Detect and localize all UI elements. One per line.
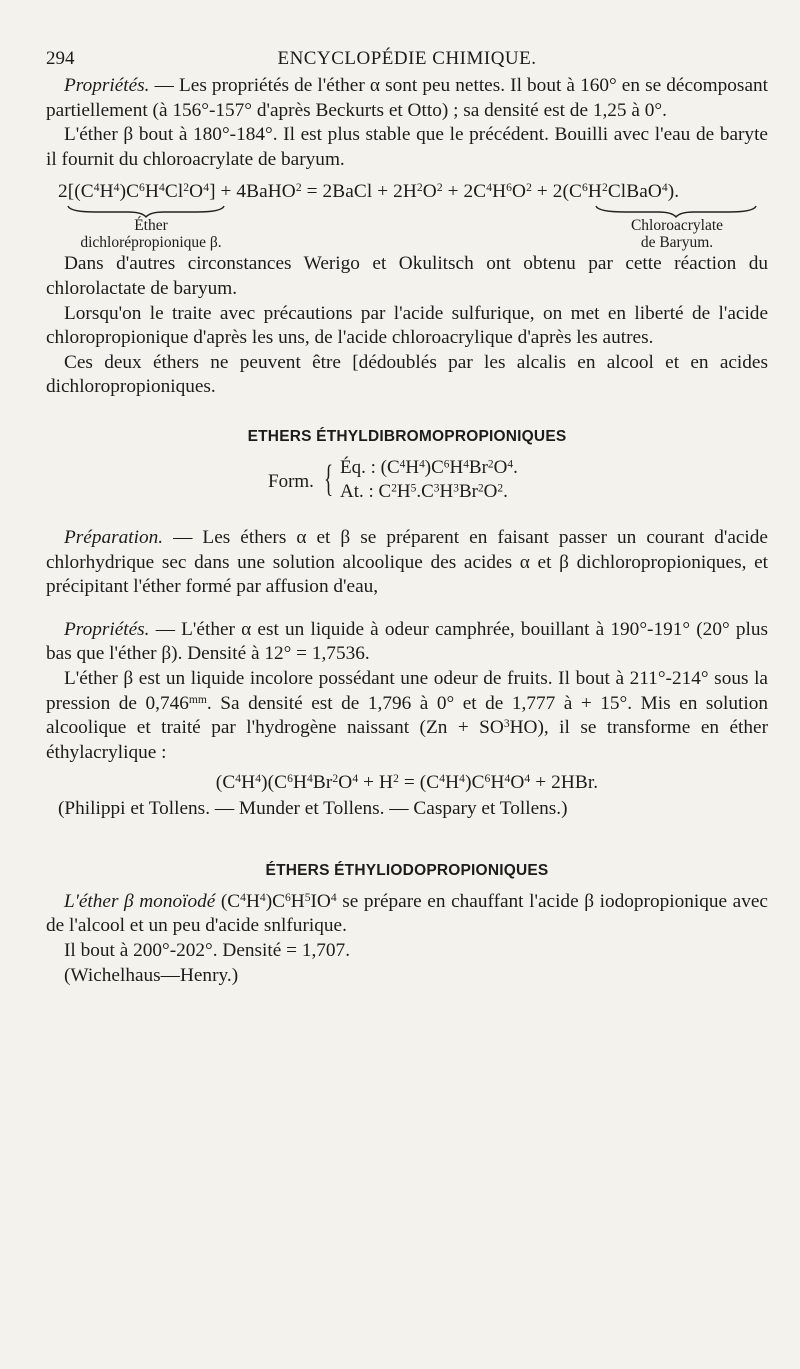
paragraph-boiling-iodo: Il bout à 200°-202°. Densité = 1,707.: [64, 940, 351, 962]
paragraph-sulfuric: Lorsqu'on le traite avec précautions par l'acide sulfurique, on met en liberté de l'acide chloropropionique d'après les uns, de l'acide chloroacrylique d'après les autres.: [46, 302, 768, 349]
page: [46, 44, 768, 988]
formula-eq: Éq. : $(C^4H^4)C^6H^4Br^2O^4$.: [340, 456, 518, 478]
equation-brace-labels: [46, 204, 768, 252]
run-in-heading: L'éther β monoïodé: [64, 890, 216, 912]
paragraph-references-1: (Philippi et Tollens. — Munder et Tollens. — Caspary et Tollens.): [58, 798, 568, 820]
brace-glyph: {: [324, 457, 334, 500]
label-ether-dichloropropionic: Éther dichlorépropionique β.: [80, 217, 222, 252]
page-number: 294: [46, 48, 75, 69]
running-title: ENCYCLOPÉDIE CHIMIQUE.: [277, 48, 537, 69]
equation-baryte: $2[(C^4H^4)C^6H^4Cl^2O^4]$ + 4BaHO$^2$ = 2BaCl + $2H^2O^2 + 2C^4H^6O^2$ + $2(C^6H^2ClBaO^4)$.: [58, 181, 680, 203]
paragraph-werigo: Dans d'autres circonstances Werigo et Okulitsch ont obtenu par cette réaction du chlorolactate de baryum.: [46, 253, 768, 299]
formula-at: At. : $C^2H^5.C^3H^3Br^2O^2$.: [340, 480, 508, 502]
paragraph-ether-iodo: L'éther β monoïodé $(C^4H^4)C^6H^5IO^4$ se prépare en chauffant l'acide β iodopropionique avec de l'alcool et un peu d'acide snlfurique.: [46, 890, 768, 937]
label-chloroacrylate: Chloroacrylate de Baryum.: [630, 217, 724, 252]
section-heading-iodo: ÉTHERS ÉTHYLIODOPROPIONIQUES: [265, 861, 549, 879]
paragraph-ether-beta: L'éther β bout à 180°-184°. Il est plus stable que le précédent. Bouilli avec l'eau de baryte il fournit du chloroacrylate de baryum.: [46, 124, 768, 170]
run-in-heading: Propriétés.: [64, 618, 150, 640]
underbrace-right: [596, 206, 756, 217]
paragraph-references-2: (Wichelhaus—Henry.): [64, 964, 239, 986]
formula-label: Form.: [268, 470, 314, 492]
formula-block: [46, 456, 768, 508]
paragraph-ether-beta-liquid: L'éther β est un liquide incolore possédant une odeur de fruits. Il bout à 211°-214° sous la pression de $0,746^{mm}$. Sa densité est de 1,796 à 0° et de 1,777 à + 15°. Mis en solution alcoolique et traité par l'hydrogène naissant $(Zn + SO^3HO)$, il se transforme en éther éthylacrylique :: [46, 667, 769, 763]
run-in-heading: Propriétés.: [64, 75, 150, 96]
paragraph-properties-alpha: Propriétés. — Les propriétés de l'éther α sont peu nettes. Il bout à 160° en se décomposant partiellement (à 156°-157° d'après Beckurts et Otto) ; sa densité est de 1,25 à 0°.: [46, 75, 768, 121]
underbraces: [46, 204, 768, 218]
equation-ethylacrylic: $(C^4H^4)(C^6H^4Br^2O^4 + H^2 = (C^4H^4)C^6H^4O^4 + 2HBr$.: [215, 772, 599, 794]
section-heading-dibromo: ETHERS ÉTHYLDIBROMOPROPIONIQUES: [247, 427, 567, 445]
underbrace-left: [68, 206, 224, 217]
page-header: [46, 44, 768, 74]
paragraph-dedoubles: Ces deux éthers ne peuvent être [dédoublés par les alcalis en alcool et en acides dichloropropioniques.: [46, 351, 768, 398]
paragraph-preparation: Préparation. — Les éthers α et β se préparent en faisant passer un courant d'acide chlorhydrique sec dans une solution alcoolique des acides α et β dichloropropioniques, et précipitant l'éther formé par affusion d'eau,: [46, 526, 768, 598]
run-in-heading: Préparation.: [64, 526, 164, 548]
paragraph-properties-dibromo: Propriétés. — L'éther α est un liquide à odeur camphrée, bouillant à 190°-191° (20° plus bas que l'éther β). Densité à 12° = 1,7536.: [46, 618, 768, 665]
